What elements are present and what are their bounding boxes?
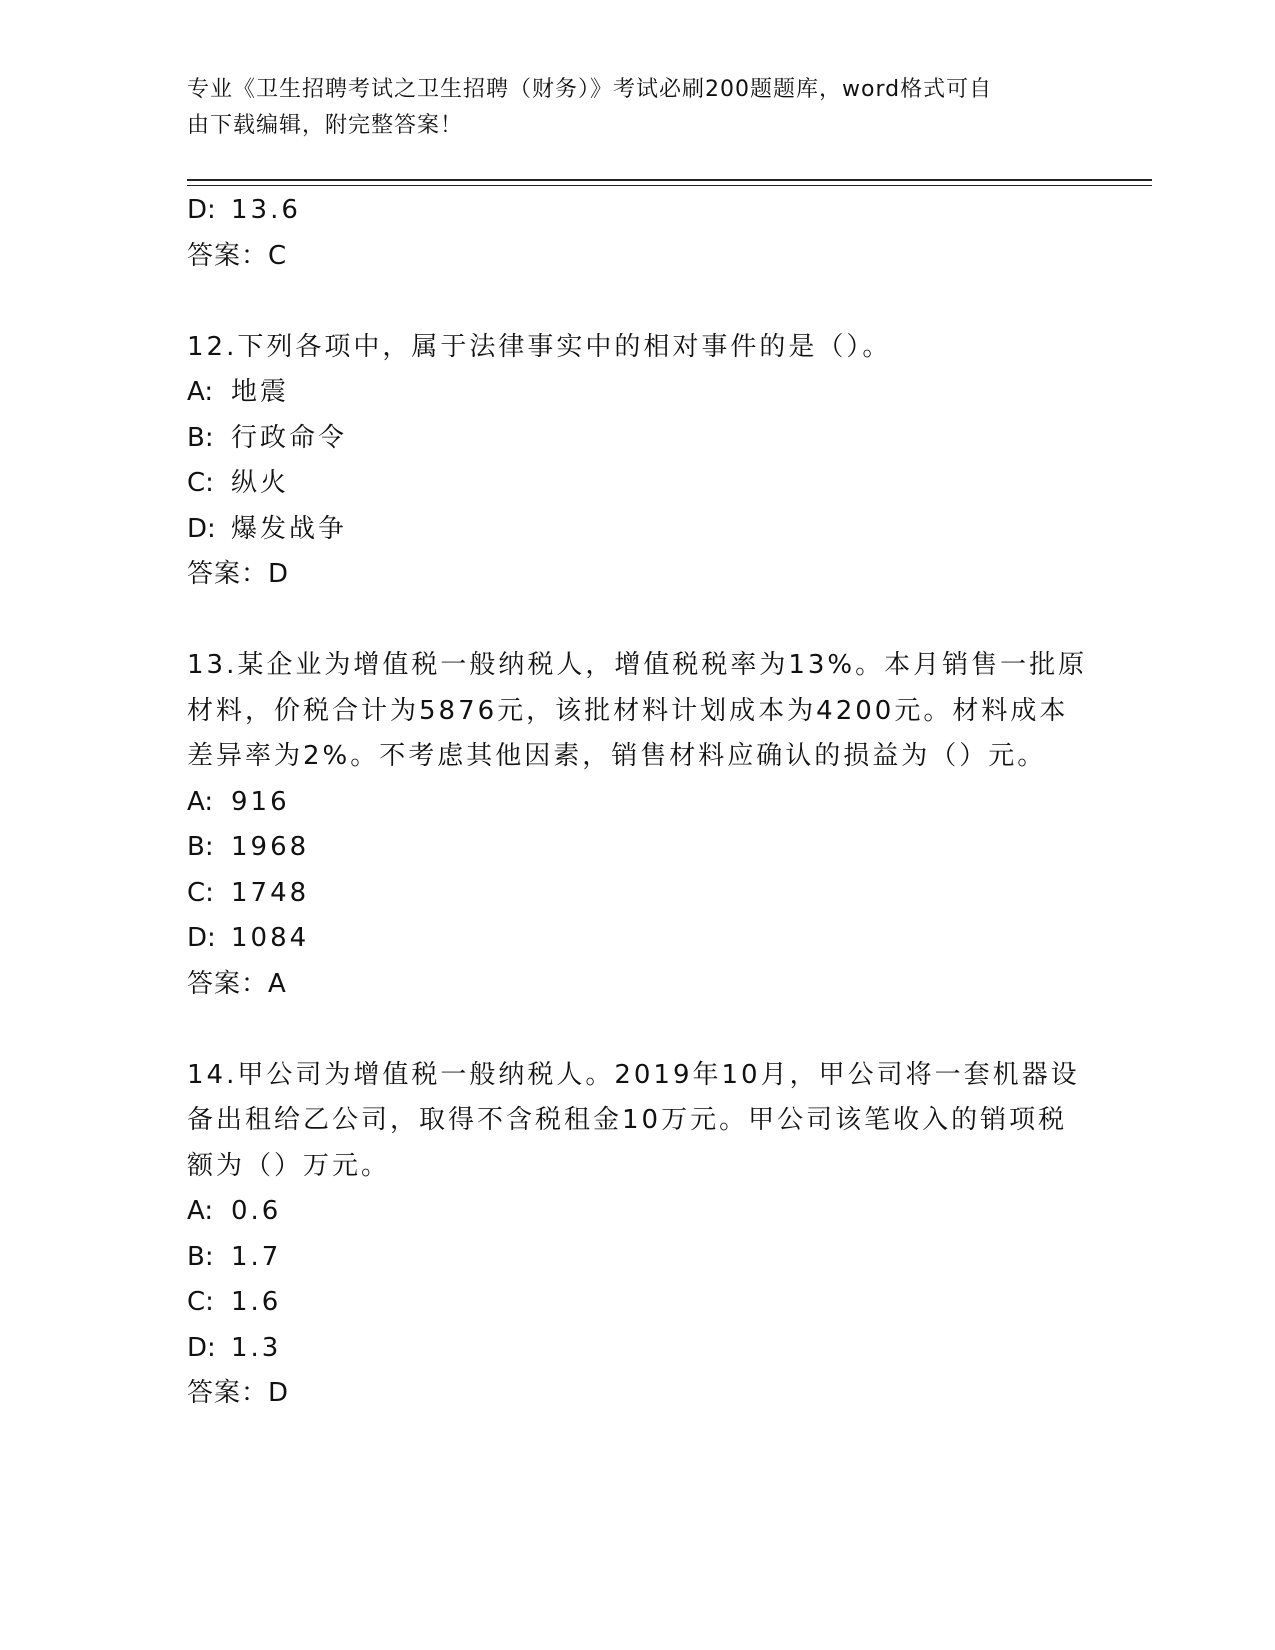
option-label: B: [187,832,214,862]
option-d [187,1326,1087,1372]
question-text-line: 材料，价税合计为5876元，该批材料计划成本为4200元。材料成本 [187,695,1069,726]
option-text: 1084 [231,923,310,953]
option-a [187,370,1087,416]
option-label: C: [187,468,214,498]
option-label: C: [187,877,214,908]
option-label: B: [187,422,214,453]
header-divider-thick [187,179,1152,181]
answer-line: 答案：C [187,240,288,271]
option-text: 13.6 [231,195,301,225]
option-label: D: [187,1332,216,1363]
option-label: A: [187,377,214,407]
option-d [187,507,1087,553]
option-c [187,1280,1087,1326]
question-text-line: 13.某企业为增值税一般纳税人，增值税税率为13%。本月销售一批原 [187,650,1088,680]
question-text-line: 差异率为2%。不考虑其他因素，销售材料应确认的损益为（）元。 [187,741,1047,771]
option-a [187,780,1087,826]
option-c [187,871,1087,917]
header-divider-thin [187,185,1152,186]
spacer [187,1007,1087,1053]
spacer [187,279,1087,325]
header-line-1: 专业《卫生招聘考试之卫生招聘（财务）》考试必刷200题题库，word格式可自 [187,77,993,102]
option-text: 1748 [231,877,310,908]
document-header [187,72,1067,144]
option-text: 爆发战争 [231,513,348,544]
question-text-line: 12.下列各项中，属于法律事实中的相对事件的是（）。 [187,331,892,362]
question-text-line: 备出租给乙公司，取得不含税租金10万元。甲公司该笔收入的销项税 [187,1105,1068,1135]
option-text: 1968 [231,832,310,862]
question-13 [187,643,1087,780]
option-text: 0.6 [231,1196,282,1226]
option-text: 1.6 [231,1287,282,1317]
option-text: 1.3 [231,1332,282,1363]
option-text: 916 [231,786,290,817]
option-b [187,416,1087,462]
option-d [187,188,1087,234]
option-label: C: [187,1287,214,1317]
option-text: 1.7 [231,1241,282,1272]
header-line-2: 由下载编辑，附完整答案！ [187,113,464,138]
option-c [187,461,1087,507]
document-content [187,188,1087,1417]
option-text: 地震 [231,377,290,407]
spacer [187,598,1087,644]
answer-line: 答案：D [187,559,290,589]
question-14 [187,1053,1087,1190]
option-text: 行政命令 [231,422,348,453]
option-label: D: [187,513,216,544]
question-text-line: 14.甲公司为增值税一般纳税人。2019年10月，甲公司将一套机器设 [187,1059,1080,1090]
option-label: A: [187,786,214,817]
question-text-line: 额为（）万元。 [187,1150,391,1181]
option-label: D: [187,923,216,953]
option-label: A: [187,1196,214,1226]
answer-line: 答案：A [187,968,287,999]
option-text: 纵火 [231,468,290,498]
option-a [187,1189,1087,1235]
question-12 [187,325,1087,371]
option-label: D: [187,195,216,225]
option-d [187,916,1087,962]
option-b [187,825,1087,871]
answer-line: 答案：D [187,1378,290,1408]
option-label: B: [187,1241,214,1272]
option-b [187,1235,1087,1281]
